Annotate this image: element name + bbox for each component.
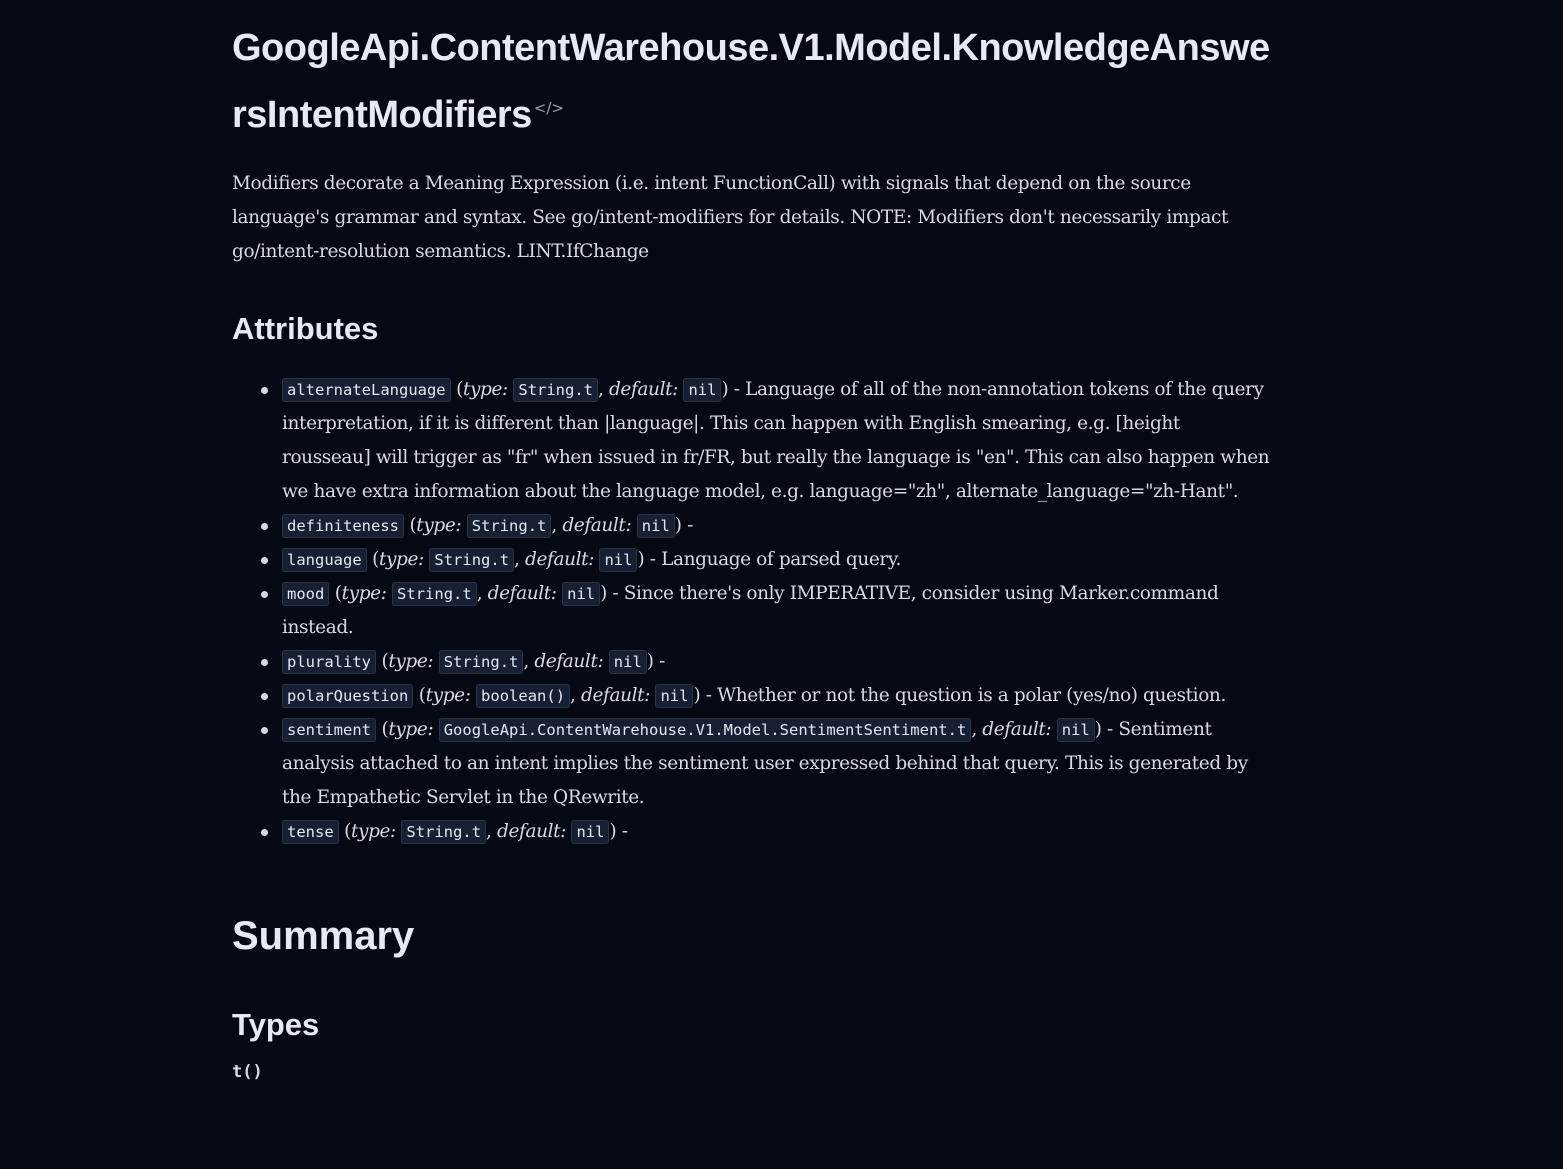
type-label: type:	[341, 583, 387, 604]
attribute-description: Sentiment analysis attached to an intent implies the sentiment user expressed behind that query. This is generated by the Empathetic Servlet in the QRewrite.	[282, 719, 1248, 808]
attribute-type: boolean()	[476, 684, 570, 708]
attribute-default: nil	[637, 514, 675, 538]
type-label: type:	[378, 549, 424, 570]
code-icon: </>	[533, 99, 564, 117]
attribute-default: nil	[683, 378, 721, 402]
attribute-name-link[interactable]	[282, 379, 451, 400]
attribute-default: nil	[655, 684, 693, 708]
attribute-default: nil	[571, 820, 609, 844]
attributes-heading: Attributes	[232, 311, 379, 346]
default-label: default:	[497, 821, 566, 842]
attribute-name-link[interactable]	[282, 685, 413, 706]
attribute-item: alternateLanguage (type: String.t , default: nil ) - Language of all of the non-annotation tokens of the query interpretation, if it is different than |language|. This can happen with English smearing, e.g. [height rousseau] will trigger as "fr" when issued in fr/FR, but really the language is "en". This can also happen when we have extra information about the language model, e.g. language="zh", alternate_language="zh-Hant".	[282, 373, 1272, 509]
attribute-description: Language of all of the non-annotation tokens of the query interpretation, if it is different than |language|. This can happen with English smearing, e.g. [height rousseau] will trigger as "fr" when issued in fr/FR, but really the language is "en". This can also happen when we have extra information about the language model, e.g. language="zh", alternate_language="zh-Hant".	[282, 379, 1270, 502]
attribute-item: language (type: String.t , default: nil ) - Language of parsed query.	[282, 543, 1272, 577]
attribute-name-link[interactable]	[282, 583, 329, 604]
attribute-name-link[interactable]	[282, 549, 367, 570]
summary-heading: Summary	[232, 914, 415, 958]
attribute-type: String.t	[401, 820, 486, 844]
attribute-type: String.t	[392, 582, 477, 606]
type-label: type:	[425, 685, 471, 706]
attribute-name: plurality	[282, 650, 376, 674]
page-title	[232, 18, 1272, 145]
page-title-text: GoogleApi.ContentWarehouse.V1.Model.KnowledgeAnswersIntentModifiers	[232, 27, 1270, 136]
attribute-name-link[interactable]	[282, 651, 376, 672]
attribute-name-link[interactable]	[282, 719, 376, 740]
attribute-type: GoogleApi.ContentWarehouse.V1.Model.SentimentSentiment.t	[439, 718, 972, 742]
attribute-name: mood	[282, 582, 329, 606]
type-label: type:	[350, 821, 396, 842]
default-label: default:	[581, 685, 650, 706]
type-label: type:	[388, 651, 434, 672]
default-label: default:	[487, 583, 557, 604]
attribute-default: nil	[562, 582, 600, 606]
attribute-description: Language of parsed query.	[661, 549, 901, 570]
default-label: default:	[982, 719, 1052, 740]
default-label: default:	[534, 651, 604, 672]
attribute-default: nil	[1057, 718, 1095, 742]
attribute-default: nil	[609, 650, 647, 674]
type-label: type:	[388, 719, 434, 740]
attribute-name: definiteness	[282, 514, 404, 538]
attribute-description: Since there's only IMPERATIVE, consider using Marker.command instead.	[282, 583, 1219, 638]
attributes-list	[232, 373, 1272, 849]
view-source-link[interactable]	[534, 78, 564, 138]
attribute-item: tense (type: String.t , default: nil ) -	[282, 815, 1272, 849]
attribute-default: nil	[599, 548, 637, 572]
attribute-name: sentiment	[282, 718, 376, 742]
attribute-name-link[interactable]	[282, 515, 404, 536]
attribute-type: String.t	[467, 514, 552, 538]
attribute-description: Whether or not the question is a polar (yes/no) question.	[717, 685, 1226, 706]
attribute-name: polarQuestion	[282, 684, 413, 708]
attribute-name-link[interactable]	[282, 821, 339, 842]
module-description: Modifiers decorate a Meaning Expression (i.e. intent FunctionCall) with signals that depend on the source language's grammar and syntax. See go/intent-modifiers for details. NOTE: Modifiers don't necessarily impact go/intent-resolution semantics. LINT.IfChange	[232, 173, 1229, 262]
attribute-type: String.t	[513, 378, 598, 402]
attribute-name: tense	[282, 820, 339, 844]
attribute-type: String.t	[429, 548, 514, 572]
attribute-type: String.t	[439, 650, 524, 674]
attribute-item: definiteness (type: String.t , default: nil ) -	[282, 509, 1272, 543]
type-label: type:	[462, 379, 508, 400]
attribute-name: language	[282, 548, 367, 572]
attribute-item: mood (type: String.t , default: nil ) - Since there's only IMPERATIVE, consider using Marker.command instead.	[282, 577, 1272, 645]
main-content	[232, 0, 1272, 1082]
default-label: default:	[608, 379, 678, 400]
type-t-link[interactable]: t()	[232, 1062, 263, 1082]
types-heading: Types	[232, 1007, 320, 1042]
attribute-item: polarQuestion (type: boolean() , default: nil ) - Whether or not the question is a polar (yes/no) question.	[282, 679, 1272, 713]
default-label: default:	[562, 515, 632, 536]
type-label: type:	[416, 515, 462, 536]
attribute-item: plurality (type: String.t , default: nil ) -	[282, 645, 1272, 679]
default-label: default:	[525, 549, 594, 570]
attribute-item: sentiment (type: GoogleApi.ContentWarehouse.V1.Model.SentimentSentiment.t , default: nil ) - Sentiment analysis attached to an intent implies the sentiment user expressed behind that query. This is generated by the Empathetic Servlet in the QRewrite.	[282, 713, 1272, 815]
attribute-name: alternateLanguage	[282, 378, 451, 402]
